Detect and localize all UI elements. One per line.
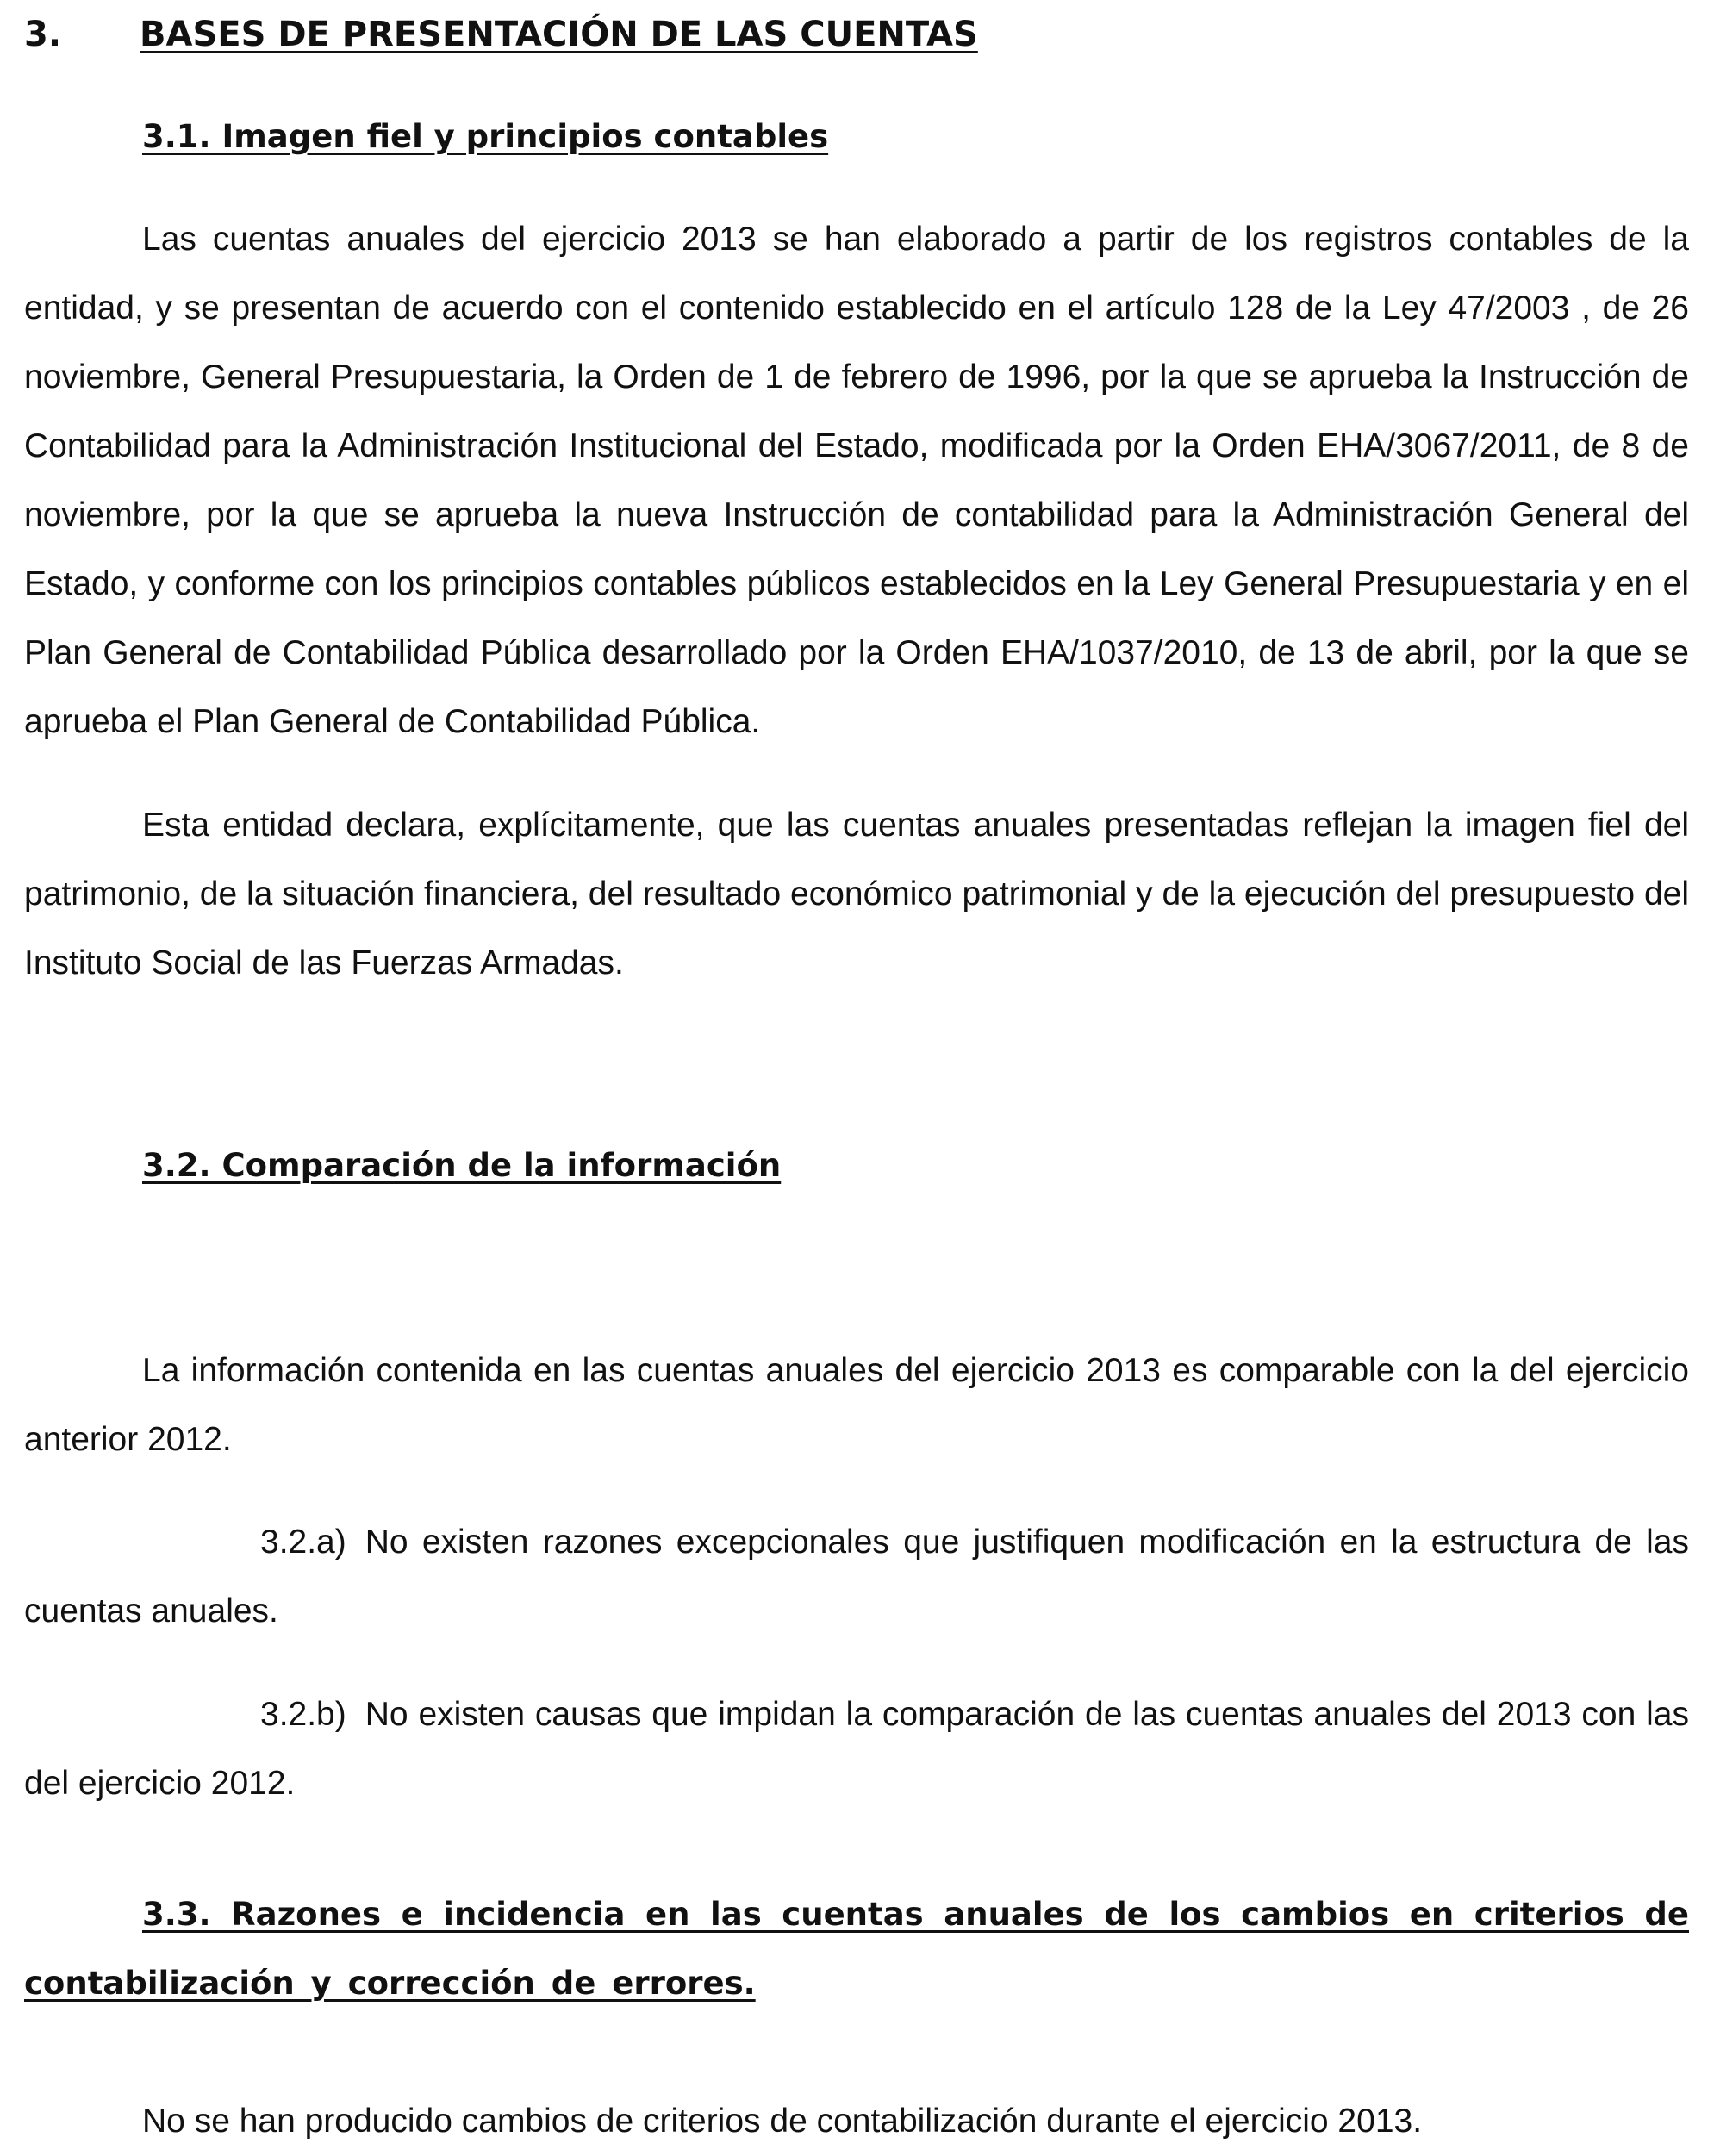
subsection-3-1-paragraph-2: Esta entidad declara, explícitamente, que las cuentas anuales presentadas reflejan la imagen fiel del patrimonio, de la situación financiera, del resultado económico patrimonial y de la ejecución del presupuesto del Instituto Social de las Fuerzas Armadas. [24, 807, 1689, 981]
subsection-3-2-title: 3.2. Comparación de la información [142, 1147, 782, 1184]
section-heading [24, 12, 978, 57]
section-number: 3. [24, 15, 62, 54]
subsection-3-1-title: 3.1. Imagen fiel y principios contables [142, 118, 829, 155]
subsection-3-2-item-b [24, 1680, 1689, 1818]
item-b-text: No existen causas que impidan la comparación de las cuentas anuales del 2013 con las del ejercicio 2012. [24, 1696, 1689, 1802]
item-b-label: 3.2.b) [260, 1696, 346, 1733]
subsection-3-2-item-a [24, 1508, 1689, 1646]
subsection-3-1-paragraph-1: Las cuentas anuales del ejercicio 2013 se han elaborado a partir de los registros contables de la entidad, y se presentan de acuerdo con el contenido establecido en el artículo 128 de la Ley 47/2003 , de 26 noviembre, General Presupuestaria, la Orden de 1 de febrero de 1996, por la que se aprueba la Instrucción de Contabilidad para la Administración Institucional del Estado, modificada por la Orden EHA/3067/2011, de 8 de noviembre, por la que se aprueba la nueva Instrucción de contabilidad para la Administración General del Estado, y conforme con los principios contables públicos establecidos en la Ley General Presupuestaria y en el Plan General de Contabilidad Pública desarrollado por la Orden EHA/1037/2010, de 13 de abril, por la que se aprueba el Plan General de Contabilidad Pública. [24, 221, 1689, 740]
subsection-3-2-paragraph-1: La información contenida en las cuentas anuales del ejercicio 2013 es comparable con la del ejercicio anterior 2012. [24, 1352, 1689, 1458]
subsection-3-3-title: 3.3. Razones e incidencia en las cuentas anuales de los cambios en criterios de contabilización y corrección de errores. [24, 1896, 1689, 2002]
item-a-label: 3.2.a) [260, 1524, 346, 1561]
item-a-text: No existen razones excepcionales que justifiquen modificación en la estructura de las cuentas anuales. [24, 1524, 1689, 1629]
section-title: BASES DE PRESENTACIÓN DE LAS CUENTAS [140, 15, 978, 54]
subsection-3-3-paragraph-1: No se han producido cambios de criterios de contabilización durante el ejercicio 2013. [142, 2103, 1423, 2140]
